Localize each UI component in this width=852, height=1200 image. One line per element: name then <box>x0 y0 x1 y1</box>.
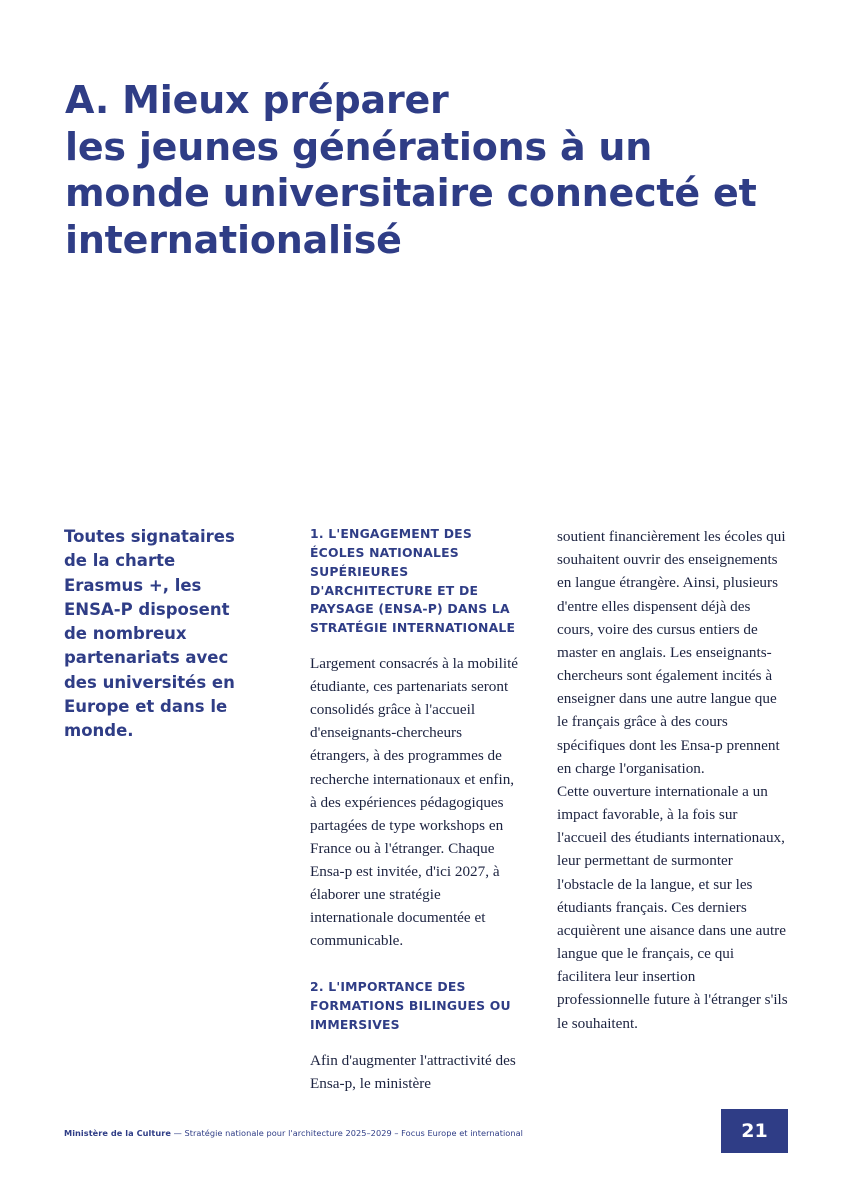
column-left <box>64 525 236 743</box>
column-middle <box>310 525 522 1095</box>
section-body-2: Afin d'augmenter l'attractivité des Ensa-p, le ministère <box>310 1051 516 1092</box>
section-body-2-continued: soutient financièrement les écoles qui souhaitent ouvrir des enseignements en langue étrangère. Ainsi, plusieurs d'entre elles dispensent déjà des cours, voire des cursus entiers de master en anglais. Les enseignants-chercheurs sont également incités à enseigner dans une autre langue que le français grâce à des cours spécifiques dont les Ensa-p prennent en charge l'organisation. <box>557 528 786 777</box>
page-title-line-4: internationalisé <box>65 217 402 262</box>
footer-separator: — <box>170 1128 185 1138</box>
page-title <box>65 77 795 262</box>
footer-document: Stratégie nationale pour l'architecture 2025–2029 – Focus Europe et international <box>184 1128 523 1138</box>
page-number-badge: 21 <box>721 1109 788 1153</box>
page-title-line-2: les jeunes générations à un <box>65 124 653 169</box>
section-body-1: Largement consacrés à la mobilité étudiante, ces partenariats seront consolidés grâce à l'accueil d'enseignants-chercheurs étrangers, à des programmes de recherche internationaux et enfin, à des expériences pédagogiques partagées de type workshops en France ou à l'étranger. Chaque Ensa-p est invitée, d'ici 2027, à élaborer une stratégie internationale documentée et communicable. <box>310 655 519 950</box>
page-title-line-3: monde universitaire connecté et <box>65 171 757 216</box>
footer-ministry: Ministère de la Culture <box>64 1128 171 1138</box>
section-heading-2: 2. L'IMPORTANCE DES FORMATIONS BILINGUES OU IMMERSIVES <box>310 979 511 1032</box>
lede-paragraph: Toutes signataires de la charte Erasmus +, les ENSA-P disposent de nombreux partenariats avec des universités en Europe et dans le monde. <box>64 527 235 740</box>
section-heading-1: 1. L'ENGAGEMENT DES ÉCOLES NATIONALES SUPÉRIEURES D'ARCHITECTURE ET DE PAYSAGE (ENSA-P) DANS LA STRATÉGIE INTERNATIONALE <box>310 526 516 636</box>
page-title-line-1: A. Mieux préparer <box>65 78 449 123</box>
footer <box>64 1128 523 1138</box>
section-body-3: Cette ouverture internationale a un impact favorable, à la fois sur l'accueil des étudiants internationaux, leur permettant de surmonter l'obstacle de la langue, et sur les étudiants français. Ces derniers acquièrent une aisance dans une autre langue que le français, ce qui facilitera leur insertion professionnelle future à l'étranger s'ils le souhaitent. <box>557 782 788 1032</box>
column-right <box>557 525 789 1035</box>
